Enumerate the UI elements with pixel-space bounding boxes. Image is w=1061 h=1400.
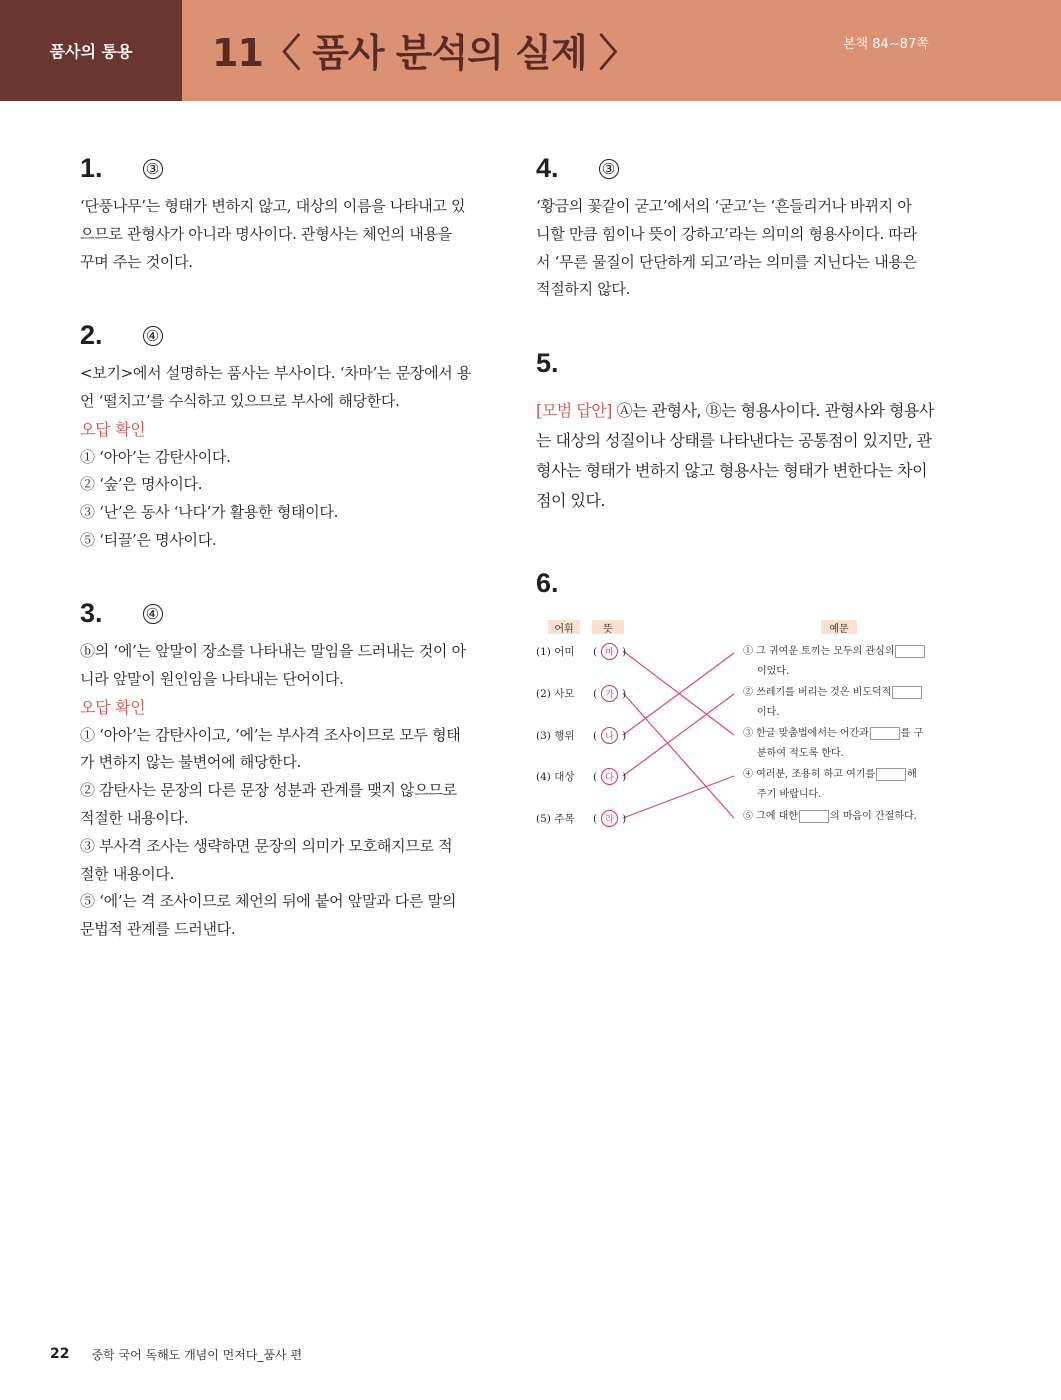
header-meaning: 뜻 (592, 620, 624, 634)
text-line: ⑤ ‘에’는 격 조사이므로 체언의 뒤에 붙어 앞말과 다른 말의 (80, 892, 457, 911)
text-line: 서 ‘무른 물질이 단단하게 되고’라는 의미를 지닌다는 내용은 (536, 252, 917, 271)
page-title: 11〈 품사 분석의 실제 〉 (212, 31, 636, 75)
text-line: 언 ‘떨치고’를 수식하고 있으므로 부사에 해당한다. (80, 391, 400, 410)
text-line: ② ‘숲’은 명사이다. (80, 475, 203, 494)
example-text: ③ 한글 맞춤법에서는 어간과 (743, 728, 869, 739)
text-line: 으므로 관형사가 아니라 명사이다. 관형사는 체언의 내용을 (80, 224, 452, 243)
example-text: 분하여 적도록 한다. (757, 748, 844, 759)
page-reference: 본책 84~87쪽 (843, 37, 929, 52)
text-line: 가 변하지 않는 불변어에 해당한다. (80, 753, 302, 772)
example-text: 이었다. (757, 666, 790, 677)
meaning-item: ( 나 ) (593, 727, 626, 744)
explanation (536, 193, 936, 304)
question-1 (80, 153, 480, 276)
question-number: 2. (80, 320, 103, 350)
word-item: (1) 어미 (536, 646, 575, 658)
example-text: ④ 여러분, 조용히 하고 여기를 (743, 769, 876, 780)
text-line: ③ ‘난’은 동사 ‘나다’가 활용한 형태이다. (80, 503, 339, 522)
example-sentence (743, 683, 938, 723)
meaning-circle: 다 (601, 768, 618, 785)
blank-box (799, 810, 829, 823)
match-line (623, 694, 734, 776)
meaning-circle: 가 (601, 685, 618, 702)
example-text: ① 그 귀여운 토끼는 모두의 관심의 (743, 646, 895, 657)
example-sentence (743, 724, 938, 764)
text-line: 니라 앞말이 원인임을 나타내는 단어이다. (80, 669, 344, 688)
page-header (0, 0, 1061, 101)
example-text: 주기 바랍니다. (757, 789, 822, 800)
matching-diagram (536, 618, 936, 848)
meaning-item: ( 가 ) (593, 685, 626, 702)
page-number: 22 (50, 1346, 70, 1362)
text-line: Ⓐ는 관형사, Ⓑ는 형용사이다. 관형사와 형용사 (611, 401, 934, 420)
word-item: (2) 사모 (536, 688, 575, 700)
text-line: 절한 내용이다. (80, 864, 175, 883)
wrong-answer-label: 오답 확인 (80, 419, 146, 439)
text-line: 꾸며 주는 것이다. (80, 252, 193, 271)
blank-box (895, 645, 925, 658)
text-line: ‘단풍나무’는 형태가 변하지 않고, 대상의 이름을 나타내고 있 (80, 197, 466, 215)
text-line: 형사는 형태가 변하지 않고 형용사는 형태가 변한다는 차이 (536, 461, 928, 480)
meaning-circle: 마 (601, 643, 618, 660)
section-label: 품사의 통용 (0, 0, 182, 101)
question-3 (80, 598, 480, 944)
meaning-item: ( 다 ) (593, 768, 626, 785)
word-item: (4) 대상 (536, 771, 575, 783)
question-5 (536, 348, 946, 516)
explanation (80, 638, 480, 944)
header-example: 예문 (821, 620, 857, 634)
text-line: ⑤ ‘티끌’은 명사이다. (80, 530, 217, 549)
question-number: 3. (80, 598, 103, 628)
example-sentence (743, 807, 938, 827)
blank-box (876, 768, 906, 781)
wrong-answer-label: 오답 확인 (80, 697, 146, 717)
example-text: 해 (907, 769, 917, 780)
answer-mark: ③ (599, 159, 619, 179)
text-line: ‘황금의 꽃같이 굳고’에서의 ‘굳고’는 ‘흔들리거나 바뀌지 아 (536, 197, 912, 215)
book-title: 중학 국어 독해도 개념이 먼저다_품사 편 (91, 1348, 303, 1362)
question-number: 6. (536, 568, 559, 598)
answer-mark: ④ (143, 604, 163, 624)
question-number: 4. (536, 153, 559, 183)
example-sentence (743, 765, 938, 805)
model-answer (536, 396, 946, 516)
question-2 (80, 320, 480, 555)
model-answer-tag: [모범 답안] (536, 401, 612, 420)
blank-box (870, 727, 900, 740)
page-footer (50, 1346, 302, 1363)
explanation (80, 360, 480, 555)
text-line: ③ 부사격 조사는 생략하면 문장의 의미가 모호해지므로 적 (80, 836, 453, 855)
text-line: 문법적 관계를 드러낸다. (80, 920, 236, 939)
text-line: 적절한 내용이다. (80, 808, 189, 827)
example-text: ② 쓰레기를 버리는 것은 비도덕적 (743, 687, 892, 698)
text-line: ⓑ의 ‘에’는 앞말이 장소를 나타내는 말임을 드러내는 것이 아 (80, 642, 466, 660)
text-line: 적절하지 않다. (536, 280, 631, 299)
answer-mark: ④ (143, 326, 163, 346)
text-line: 니할 만큼 힘이나 뜻이 강하고’라는 의미의 형용사이다. 따라 (536, 224, 917, 243)
meaning-circle: 라 (601, 810, 618, 827)
example-text: 이다. (757, 707, 780, 718)
explanation (80, 193, 480, 276)
word-item: (3) 행위 (536, 730, 575, 742)
example-sentence (743, 642, 938, 682)
answer-mark: ③ (143, 159, 163, 179)
question-number: 1. (80, 153, 103, 183)
text-line: <보기>에서 설명하는 품사는 부사이다. ‘차마’는 문장에서 용 (80, 364, 472, 382)
text-line: 는 대상의 성질이나 상태를 나타낸다는 공통점이 있지만, 관 (536, 431, 932, 450)
meaning-item: ( 라 ) (593, 810, 626, 827)
question-number: 5. (536, 348, 559, 378)
example-text: 를 구 (900, 728, 924, 739)
word-item: (5) 주목 (536, 813, 575, 825)
text-line: 점이 있다. (536, 491, 605, 510)
match-line (623, 776, 734, 818)
text-line: ① ‘아아’는 감탄사이다. (80, 447, 231, 466)
question-6 (536, 568, 936, 608)
meaning-item: ( 마 ) (593, 643, 626, 660)
blank-box (892, 686, 922, 699)
question-4 (536, 153, 936, 304)
text-line: ② 감탄사는 문장의 다른 문장 성분과 관계를 맺지 않으므로 (80, 781, 457, 800)
header-word: 어휘 (548, 620, 580, 634)
example-text: ⑤ 그에 대한 (743, 811, 798, 822)
example-text: 의 마음이 간절하다. (830, 811, 917, 822)
meaning-circle: 나 (601, 727, 618, 744)
match-line (623, 693, 734, 818)
text-line: ① ‘아아’는 감탄사이고, ‘에’는 부사격 조사이므로 모두 형태 (80, 725, 461, 744)
